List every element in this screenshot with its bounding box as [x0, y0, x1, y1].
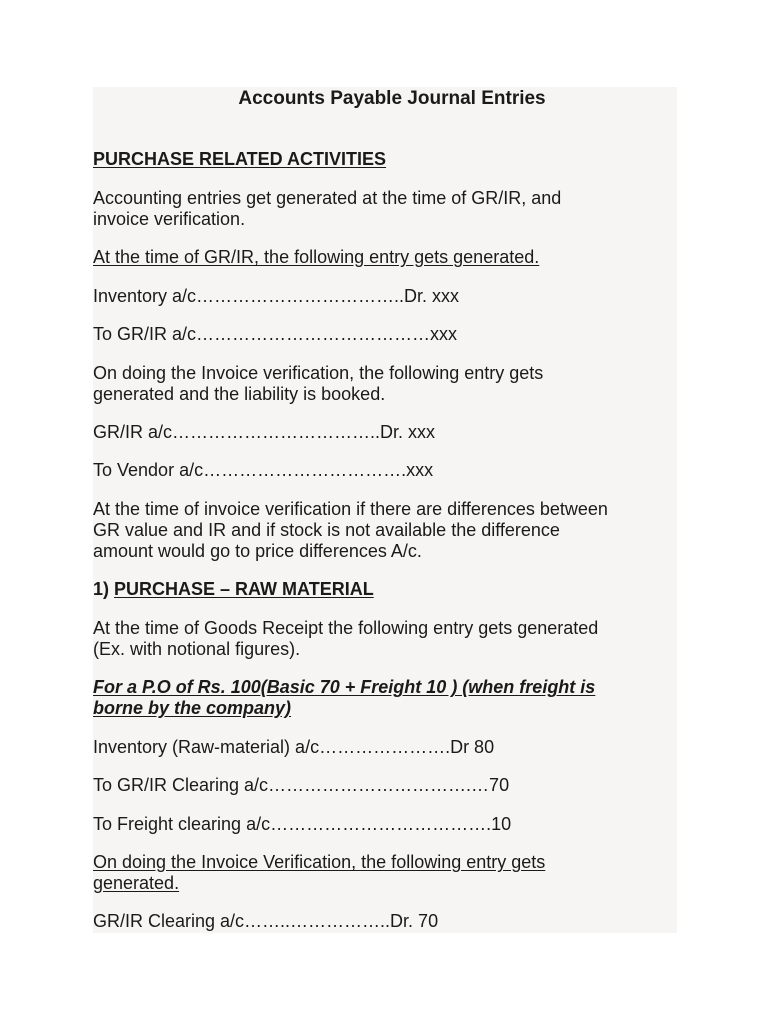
- po-example-line: For a P.O of Rs. 100(Basic 70 + Freight 10 ) (when freight is: [93, 677, 596, 697]
- invoice-verification-text-line: generated and the liability is booked.: [93, 384, 386, 404]
- goods-receipt-text-line: At the time of Goods Receipt the following entry gets generated: [93, 618, 599, 638]
- intro-text-line: invoice verification.: [93, 209, 246, 229]
- po-example-line: borne by the company): [93, 698, 292, 718]
- goods-receipt-text-line: (Ex. with notional figures).: [93, 639, 301, 659]
- grir-subheading: At the time of GR/IR, the following entry gets generated.: [93, 247, 540, 267]
- journal-entry-freight-clearing: To Freight clearing a/c……………………………….10: [93, 814, 512, 834]
- invoice-verification-subheading-line: On doing the Invoice Verification, the following entry gets: [93, 852, 546, 872]
- page-title: Accounts Payable Journal Entries: [238, 88, 546, 109]
- price-difference-text-line: amount would go to price differences A/c.: [93, 541, 422, 561]
- price-difference-text-line: At the time of invoice verification if there are differences between: [93, 499, 608, 519]
- journal-entry-grir-dr: GR/IR a/c……………………………..Dr. xxx: [93, 422, 436, 442]
- invoice-verification-text-line: On doing the Invoice verification, the following entry gets: [93, 363, 544, 383]
- journal-entry-grir-clearing-dr: GR/IR Clearing a/c……..……………..Dr. 70: [93, 911, 439, 931]
- invoice-verification-subheading-line: generated.: [93, 873, 180, 893]
- journal-entry-to-vendor: To Vendor a/c…………………………….xxx: [93, 460, 434, 480]
- journal-entry-grir-clearing: To GR/IR Clearing a/c…………………………….…70: [93, 775, 510, 795]
- journal-entry-to-grir: To GR/IR a/c…………………………………xxx: [93, 324, 458, 344]
- heading-number: 1): [93, 579, 115, 599]
- journal-entry-inventory: Inventory a/c……………………………..Dr. xxx: [93, 286, 460, 306]
- price-difference-text-line: GR value and IR and if stock is not available the difference: [93, 520, 560, 540]
- heading-text: PURCHASE – RAW MATERIAL: [114, 579, 374, 599]
- journal-entry-raw-material: Inventory (Raw-material) a/c………………….Dr 80: [93, 737, 495, 757]
- section-heading: PURCHASE RELATED ACTIVITIES: [93, 149, 387, 169]
- purchase-raw-material-heading: [93, 579, 374, 600]
- intro-text-line: Accounting entries get generated at the time of GR/IR, and: [93, 188, 562, 208]
